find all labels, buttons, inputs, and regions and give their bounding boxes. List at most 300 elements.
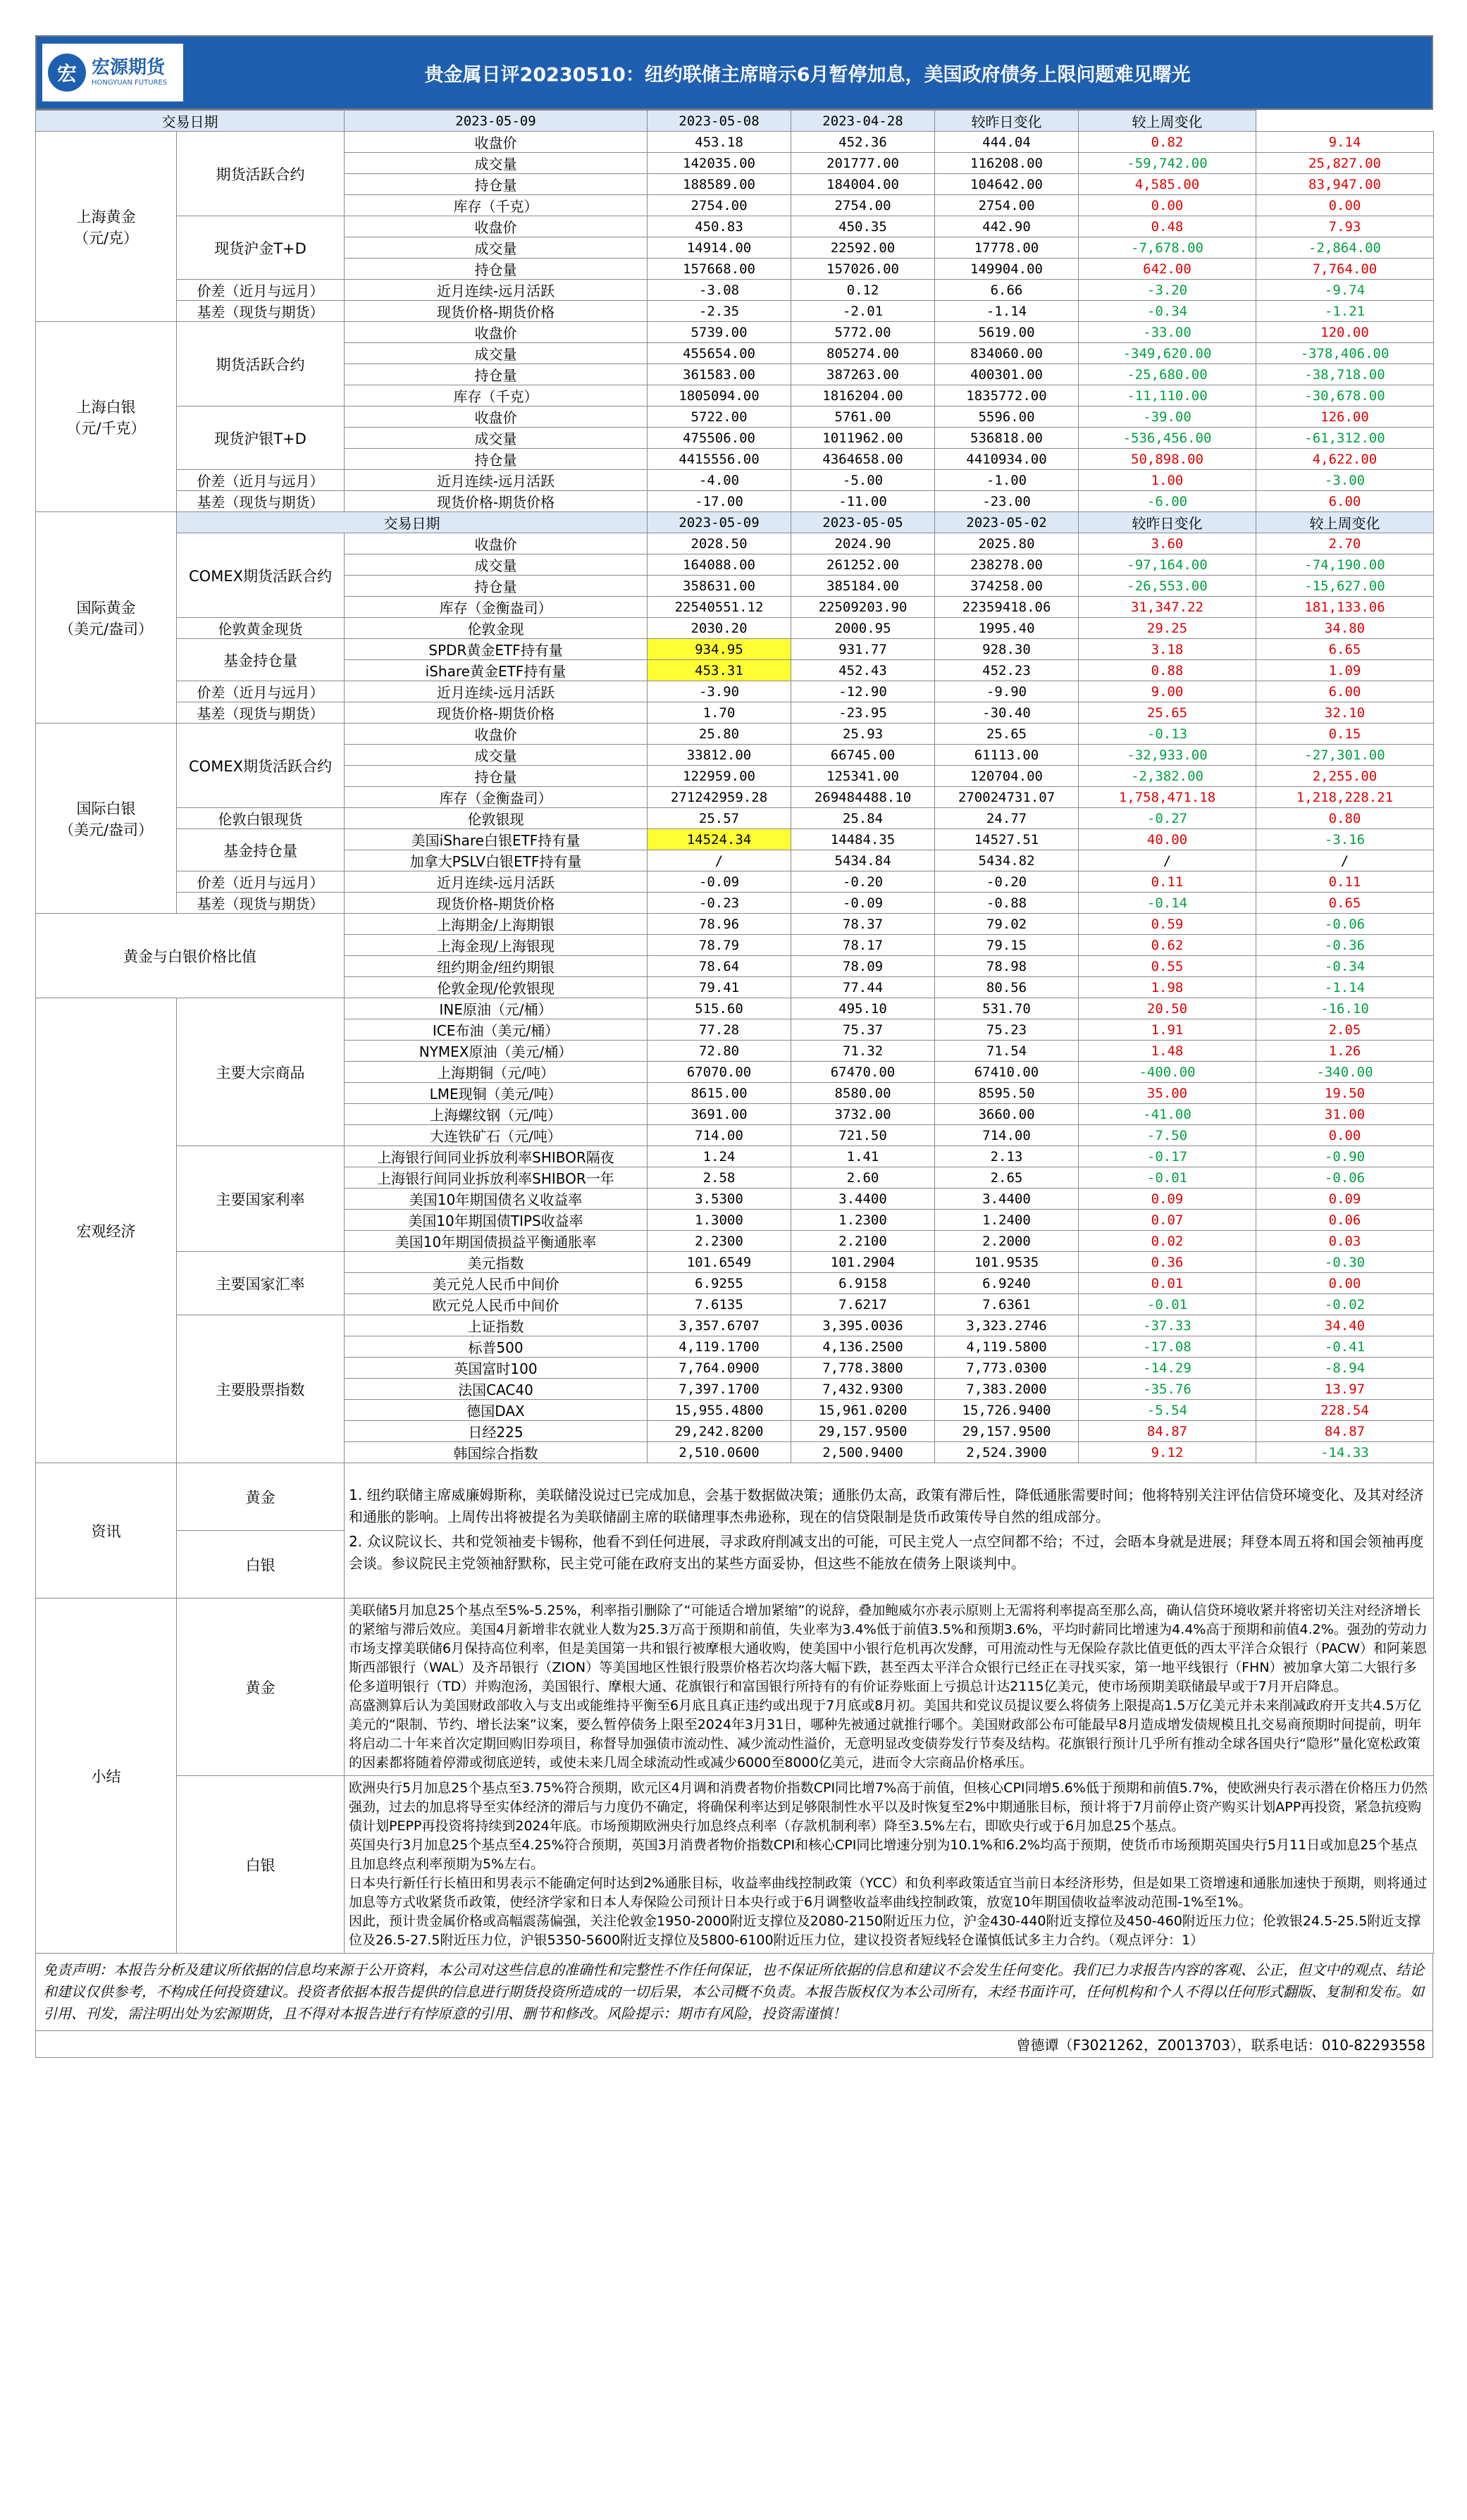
row-label: 日经225 [345, 1421, 648, 1442]
change-week: -16.10 [1256, 998, 1434, 1019]
row-label: 美国10年期国债损益平衡通胀率 [345, 1231, 648, 1252]
value-week: 928.30 [935, 639, 1079, 660]
group-label: 小结 [36, 1599, 177, 1954]
change-day: -0.14 [1079, 893, 1256, 914]
value-current: 453.18 [648, 132, 791, 153]
value-prev: -5.00 [791, 470, 935, 491]
change-week: 0.11 [1256, 871, 1434, 893]
report-header [35, 35, 1433, 110]
change-week: 32.10 [1256, 702, 1434, 724]
header-change-week: 较上周变化 [1079, 111, 1256, 132]
value-prev: 452.36 [791, 132, 935, 153]
value-prev: 452.43 [791, 660, 935, 681]
change-day: -0.01 [1079, 1294, 1256, 1315]
info-row [36, 1463, 1434, 1531]
change-day: -0.13 [1079, 724, 1256, 745]
change-week: -14.33 [1256, 1442, 1434, 1463]
row-label: 美国10年期国债名义收益率 [345, 1188, 648, 1210]
header-date-label: 交易日期 [36, 111, 345, 132]
value-current: 361583.00 [648, 364, 791, 385]
value-prev: 78.17 [791, 935, 935, 956]
value-prev: 450.35 [791, 216, 935, 237]
report-title: 贵金属日评20230510：纽约联储主席暗示6月暂停加息，美国政府债务上限问题难见曙光 [424, 63, 1191, 86]
subgroup-label: 伦敦黄金现货 [177, 618, 345, 639]
value-week: 374258.00 [935, 576, 1079, 597]
value-current: 188589.00 [648, 174, 791, 195]
value-prev: 125341.00 [791, 766, 935, 787]
change-day: 9.00 [1079, 681, 1256, 702]
value-week: 5619.00 [935, 322, 1079, 343]
change-day: -41.00 [1079, 1104, 1256, 1125]
subgroup-label: 基金持仓量 [177, 829, 345, 871]
data-table [35, 110, 1434, 1954]
value-prev: 5772.00 [791, 322, 935, 343]
logo-icon: 宏 [48, 54, 86, 92]
change-week: 6.00 [1256, 491, 1434, 512]
change-week: -0.36 [1256, 935, 1434, 956]
intl-silver-row [36, 893, 1434, 914]
value-week: 15,726.9400 [935, 1400, 1079, 1421]
header-date-label: 交易日期 [177, 512, 648, 533]
change-week: 31.00 [1256, 1104, 1434, 1125]
row-label: 纽约期金/纽约期银 [345, 956, 648, 977]
change-week: 84.87 [1256, 1421, 1434, 1442]
subgroup-label: 主要国家利率 [177, 1146, 345, 1252]
change-day: -17.08 [1079, 1336, 1256, 1358]
row-label: 上海银行间同业拆放利率SHIBOR隔夜 [345, 1146, 648, 1167]
change-week: / [1256, 850, 1434, 871]
change-day: -7,678.00 [1079, 237, 1256, 259]
value-current: 455654.00 [648, 343, 791, 364]
value-prev: -12.90 [791, 681, 935, 702]
value-week: 3,323.2746 [935, 1315, 1079, 1336]
analyst-contact: 曾德谭（F3021262，Z0013703），联系电话：010-82293558 [35, 2031, 1433, 2058]
value-prev: 805274.00 [791, 343, 935, 364]
value-week: 120704.00 [935, 766, 1079, 787]
value-prev: 78.09 [791, 956, 935, 977]
change-week: 2.70 [1256, 533, 1434, 554]
value-week: 531.70 [935, 998, 1079, 1019]
change-week: -9.74 [1256, 280, 1434, 301]
macro-row [36, 1315, 1434, 1336]
value-week: 6.9240 [935, 1273, 1079, 1294]
row-label: 持仓量 [345, 259, 648, 280]
row-label: 欧元兑人民币中间价 [345, 1294, 648, 1315]
change-day: -0.01 [1079, 1167, 1256, 1188]
value-prev: 22509203.90 [791, 597, 935, 618]
row-label: SPDR黄金ETF持有量 [345, 639, 648, 660]
value-current: 8615.00 [648, 1083, 791, 1104]
row-label: 上海期铜（元/吨） [345, 1062, 648, 1083]
subgroup-label: 黄金 [177, 1463, 345, 1531]
change-day: -35.76 [1079, 1379, 1256, 1400]
value-week: 1995.40 [935, 618, 1079, 639]
change-day: -7.50 [1079, 1125, 1256, 1146]
row-label: 库存（金衡盎司） [345, 787, 648, 808]
subgroup-label: 主要股票指数 [177, 1315, 345, 1463]
value-prev: 495.10 [791, 998, 935, 1019]
change-week: 0.09 [1256, 1188, 1434, 1210]
group-label: 黄金与白银价格比值 [36, 914, 345, 998]
change-week: 228.54 [1256, 1400, 1434, 1421]
value-current: 3,357.6707 [648, 1315, 791, 1336]
change-day: 50,898.00 [1079, 449, 1256, 470]
change-day: 0.02 [1079, 1231, 1256, 1252]
value-current: 1.3000 [648, 1210, 791, 1231]
change-day: 20.50 [1079, 998, 1256, 1019]
row-label: 持仓量 [345, 364, 648, 385]
change-week: 0.65 [1256, 893, 1434, 914]
value-week: 79.02 [935, 914, 1079, 935]
header-change-day: 较昨日变化 [935, 111, 1079, 132]
value-current: / [648, 850, 791, 871]
value-week: 5434.82 [935, 850, 1079, 871]
change-day: -33.00 [1079, 322, 1256, 343]
value-week: 67410.00 [935, 1062, 1079, 1083]
value-current: 33812.00 [648, 745, 791, 766]
subgroup-label: 黄金 [177, 1599, 345, 1776]
row-label: LME现铜（美元/吨） [345, 1083, 648, 1104]
value-prev: 2754.00 [791, 195, 935, 216]
group-label: 宏观经济 [36, 998, 177, 1463]
value-current: 14524.34 [648, 829, 791, 850]
change-day: -32,933.00 [1079, 745, 1256, 766]
value-current: -0.23 [648, 893, 791, 914]
change-week: -38,718.00 [1256, 364, 1434, 385]
value-week: 104642.00 [935, 174, 1079, 195]
change-day: -0.17 [1079, 1146, 1256, 1167]
change-week: -0.02 [1256, 1294, 1434, 1315]
row-label: 美元指数 [345, 1252, 648, 1273]
header-date-1: 2023-05-09 [648, 512, 791, 533]
ratio-row [36, 914, 1434, 935]
value-week: 8595.50 [935, 1083, 1079, 1104]
macro-row [36, 1146, 1434, 1167]
change-week: -340.00 [1256, 1062, 1434, 1083]
value-current: 101.6549 [648, 1252, 791, 1273]
change-week: 9.14 [1256, 132, 1434, 153]
subgroup-label: 基差（现货与期货） [177, 893, 345, 914]
group-label: 上海黄金 （元/克） [36, 132, 177, 322]
change-week: -15,627.00 [1256, 576, 1434, 597]
intl-gold-row [36, 533, 1434, 554]
value-prev: 3.4400 [791, 1188, 935, 1210]
value-current: 5739.00 [648, 322, 791, 343]
subgroup-label: 现货沪金T+D [177, 216, 345, 280]
value-week: 149904.00 [935, 259, 1079, 280]
row-label: 持仓量 [345, 766, 648, 787]
change-week: -3.00 [1256, 470, 1434, 491]
change-day: 0.55 [1079, 956, 1256, 977]
value-current: 4,119.1700 [648, 1336, 791, 1358]
summary-text-silver: 欧洲央行5月加息25个基点至3.75%符合预期，欧元区4月调和消费者物价指数CPI同比增7%高于前值，但核心CPI同增5.6%低于预期和前值5.7%，使欧洲央行表示潜在价格压力仍然强劲，过去的加息将导至实体经济的滞后与力度仍不确定，将确保利率达到足够限制性水平以及时恢复至2%中期通胀目标，预计将于7月前停止资产购买计划APP再投资，紧急抗疫购债计划PEPP再投资将持续到2024年底。市场预期欧洲央行加息终点利率（存款机制利率）降至3.5%左右，即欧央行或于6月加息25个基点。 英国央行3月加息25个基点至4.25%符合预期，英国3月消费者物价指数CPI和核心CPI同比增速分别为10.1%和6.2%均高于预期，使货币市场预期英国央行5月11日或加息25个基点且加息终点利率预期为5%左右。 日本央行新任行长植田和男表示不能确定何时达到2%通胀目标，收益率曲线控制政策（YCC）和负利率政策适宜当前日本经济形势，但是如果工资增速和通胀加速快于预期，则将通过加息等方式收紧货币政策，使经济学家和日本人寿保险公司预计日本央行或于6月调整收益率曲线控制政策，放宽10年期国债收益率波动范围-1%至1%。 因此，预计贵金属价格或高幅震荡偏强，关注伦敦金1950-2000附近支撑位及2080-2150附近压力位，沪金430-440附近支撑位及450-460附近压力位；伦敦银24.5-25.5附近支撑位及26.5-27.5附近压力位，沪银5350-5600附近支撑位及5800-6100附近压力位，建议投资者短线轻仓谨慎低试多主力合约。（观点评分：1） [345, 1776, 1434, 1954]
value-prev: 1816204.00 [791, 385, 935, 406]
change-week: -0.06 [1256, 1167, 1434, 1188]
change-day: 0.62 [1079, 935, 1256, 956]
change-day: -400.00 [1079, 1062, 1256, 1083]
change-week: 181,133.06 [1256, 597, 1434, 618]
change-day: 1.91 [1079, 1019, 1256, 1041]
value-prev: 7.6217 [791, 1294, 935, 1315]
group-label: 国际白银 （美元/盎司） [36, 724, 177, 914]
subgroup-label: COMEX期货活跃合约 [177, 724, 345, 808]
logo-name-cn: 宏源期货 [92, 57, 166, 78]
value-week: 71.54 [935, 1041, 1079, 1062]
change-week: 83,947.00 [1256, 174, 1434, 195]
value-current: 2030.20 [648, 618, 791, 639]
group-label: 上海白银 （元/千克） [36, 322, 177, 512]
change-week: 13.97 [1256, 1379, 1434, 1400]
value-prev: 2024.90 [791, 533, 935, 554]
row-label: 上证指数 [345, 1315, 648, 1336]
value-prev: 6.9158 [791, 1273, 935, 1294]
subgroup-label: 主要大宗商品 [177, 998, 345, 1146]
row-label: 收盘价 [345, 406, 648, 428]
row-label: 库存（千克） [345, 385, 648, 406]
change-week: 2,255.00 [1256, 766, 1434, 787]
value-current: 22540551.12 [648, 597, 791, 618]
value-week: 238278.00 [935, 554, 1079, 576]
subgroup-label: 期货活跃合约 [177, 322, 345, 406]
value-week: -1.14 [935, 301, 1079, 322]
subgroup-label: 价差（近月与远月） [177, 280, 345, 301]
row-label: iShare黄金ETF持有量 [345, 660, 648, 681]
value-prev: 5761.00 [791, 406, 935, 428]
change-day: 0.11 [1079, 871, 1256, 893]
value-prev: 2.60 [791, 1167, 935, 1188]
change-day: -2,382.00 [1079, 766, 1256, 787]
info-text [345, 1463, 1434, 1599]
value-week: 4410934.00 [935, 449, 1079, 470]
change-week: -378,406.00 [1256, 343, 1434, 364]
value-week: 7,383.2000 [935, 1379, 1079, 1400]
value-current: 25.57 [648, 808, 791, 829]
row-label: 近月连续-远月活跃 [345, 470, 648, 491]
value-prev: 101.2904 [791, 1252, 935, 1273]
value-current: 7,764.0900 [648, 1358, 791, 1379]
change-day: 0.09 [1079, 1188, 1256, 1210]
row-label: 收盘价 [345, 132, 648, 153]
row-label: 美元兑人民币中间价 [345, 1273, 648, 1294]
row-label: NYMEX原油（美元/桶） [345, 1041, 648, 1062]
value-week: 7.6361 [935, 1294, 1079, 1315]
value-current: 3.5300 [648, 1188, 791, 1210]
value-week: -9.90 [935, 681, 1079, 702]
sh-gold-row [36, 216, 1434, 237]
change-day: 0.36 [1079, 1252, 1256, 1273]
value-prev: 78.37 [791, 914, 935, 935]
change-day: -3.20 [1079, 280, 1256, 301]
row-label: 上海螺纹钢（元/吨） [345, 1104, 648, 1125]
value-prev: 1.2300 [791, 1210, 935, 1231]
header-date-2: 2023-05-08 [648, 111, 791, 132]
change-week: 34.40 [1256, 1315, 1434, 1336]
value-current: 2754.00 [648, 195, 791, 216]
value-week: 22359418.06 [935, 597, 1079, 618]
value-prev: -11.00 [791, 491, 935, 512]
row-label: 成交量 [345, 153, 648, 174]
value-current: 67070.00 [648, 1062, 791, 1083]
value-prev: 66745.00 [791, 745, 935, 766]
value-prev: 157026.00 [791, 259, 935, 280]
value-week: 2.65 [935, 1167, 1079, 1188]
change-week: 7.93 [1256, 216, 1434, 237]
change-day: 0.82 [1079, 132, 1256, 153]
change-week: 6.65 [1256, 639, 1434, 660]
value-current: 142035.00 [648, 153, 791, 174]
disclaimer: 免责声明：本报告分析及建议所依据的信息均来源于公开资料，本公司对这些信息的准确性和完整性不作任何保证，也不保证所依据的信息和建议不会发生任何变化。我们已力求报告内容的客观、公正，但文中的观点、结论和建议仅供参考，不构成任何投资建议。投资者依据本报告提供的信息进行期货投资所造成的一切后果，本公司概不负责。本报告版权仅为本公司所有，未经书面许可，任何机构和个人不得以任何形式翻版、复制和发布。如引用、刊发，需注明出处为宏源期货，且不得对本报告进行有悖原意的引用、删节和修改。风险提示：期市有风险，投资需谨慎！ [35, 1954, 1433, 2031]
change-day: 35.00 [1079, 1083, 1256, 1104]
change-week: -30,678.00 [1256, 385, 1434, 406]
sh-silver-row [36, 470, 1434, 491]
table-header-row [36, 111, 1434, 132]
value-current: 2.2300 [648, 1231, 791, 1252]
value-current: 78.96 [648, 914, 791, 935]
value-week: 834060.00 [935, 343, 1079, 364]
change-day: -14.29 [1079, 1358, 1256, 1379]
change-day: 0.07 [1079, 1210, 1256, 1231]
info-item: 2. 众议院议长、共和党领袖麦卡锡称，他看不到任何进展，寻求政府削减支出的可能，可民主党人一点空间都不给；不过，会晤本身就是进展；拜登本周五将和国会领袖再度会谈。参议院民主党领袖舒默称，民主党可能在政府支出的某些方面妥协，但这些不能放在债务上限谈判中。 [349, 1532, 1424, 1572]
change-week: 0.03 [1256, 1231, 1434, 1252]
change-week: 34.80 [1256, 618, 1434, 639]
change-week: -0.90 [1256, 1146, 1434, 1167]
row-label: 库存（金衡盎司） [345, 597, 648, 618]
value-current: -3.90 [648, 681, 791, 702]
value-current: 72.80 [648, 1041, 791, 1062]
info-item: 1. 纽约联储主席威廉姆斯称，美联储没说过已完成加息，会基于数据做决策；通胀仍太高，政策有滞后性，降低通胀需要时间；他将特别关注评估信贷环境变化、及其对经济和通胀的影响。上周传出将被提名为美联储副主席的联储理事杰弗逊称，现在的信贷限制是货币政策传导自然的组成部分。 [349, 1486, 1424, 1525]
change-day: -349,620.00 [1079, 343, 1256, 364]
value-prev: 5434.84 [791, 850, 935, 871]
row-label: 收盘价 [345, 724, 648, 745]
change-day: 84.87 [1079, 1421, 1256, 1442]
value-week: 61113.00 [935, 745, 1079, 766]
value-current: 515.60 [648, 998, 791, 1019]
row-label: 美国10年期国债TIPS收益率 [345, 1210, 648, 1231]
change-day: -0.34 [1079, 301, 1256, 322]
change-day: 1.48 [1079, 1041, 1256, 1062]
value-current: 3691.00 [648, 1104, 791, 1125]
change-day: 25.65 [1079, 702, 1256, 724]
value-week: 2025.80 [935, 533, 1079, 554]
value-current: -4.00 [648, 470, 791, 491]
value-prev: 721.50 [791, 1125, 935, 1146]
row-label: 加拿大PSLV白银ETF持有量 [345, 850, 648, 871]
intl-gold-row [36, 681, 1434, 702]
intl-silver-row [36, 871, 1434, 893]
value-prev: 71.32 [791, 1041, 935, 1062]
value-week: 3660.00 [935, 1104, 1079, 1125]
value-week: 2.13 [935, 1146, 1079, 1167]
table-header-row [36, 512, 1434, 533]
row-label: 上海银行间同业拆放利率SHIBOR一年 [345, 1167, 648, 1188]
change-day: -536,456.00 [1079, 428, 1256, 449]
value-week: 400301.00 [935, 364, 1079, 385]
value-current: -3.08 [648, 280, 791, 301]
value-week: 714.00 [935, 1125, 1079, 1146]
value-week: 25.65 [935, 724, 1079, 745]
change-day: 0.59 [1079, 914, 1256, 935]
intl-silver-row [36, 724, 1434, 745]
value-week: 442.90 [935, 216, 1079, 237]
logo-name-en: HONGYUAN FUTURES [92, 79, 168, 87]
value-week: 24.77 [935, 808, 1079, 829]
row-label: 成交量 [345, 343, 648, 364]
value-prev: 3,395.0036 [791, 1315, 935, 1336]
change-week: 1.09 [1256, 660, 1434, 681]
change-week: -61,312.00 [1256, 428, 1434, 449]
row-label: INE原油（元/桶） [345, 998, 648, 1019]
value-prev: 4364658.00 [791, 449, 935, 470]
change-day: -5.54 [1079, 1400, 1256, 1421]
value-current: 6.9255 [648, 1273, 791, 1294]
header-date-1: 2023-05-09 [345, 111, 648, 132]
change-day: 1.98 [1079, 977, 1256, 998]
value-current: 77.28 [648, 1019, 791, 1041]
change-day: 0.01 [1079, 1273, 1256, 1294]
value-current: 5722.00 [648, 406, 791, 428]
intl-gold-row [36, 702, 1434, 724]
value-current: 1.70 [648, 702, 791, 724]
change-week: 1,218,228.21 [1256, 787, 1434, 808]
value-prev: 184004.00 [791, 174, 935, 195]
value-current: 358631.00 [648, 576, 791, 597]
change-week: 4,622.00 [1256, 449, 1434, 470]
value-current: 2028.50 [648, 533, 791, 554]
row-label: 收盘价 [345, 533, 648, 554]
value-week: -30.40 [935, 702, 1079, 724]
value-prev: 75.37 [791, 1019, 935, 1041]
change-week: 0.06 [1256, 1210, 1434, 1231]
value-prev: 8580.00 [791, 1083, 935, 1104]
change-day: 0.88 [1079, 660, 1256, 681]
change-week: 126.00 [1256, 406, 1434, 428]
summary-row [36, 1599, 1434, 1776]
value-week: 270024731.07 [935, 787, 1079, 808]
row-label: 伦敦金现/伦敦银现 [345, 977, 648, 998]
value-week: 78.98 [935, 956, 1079, 977]
value-current: 7.6135 [648, 1294, 791, 1315]
value-current: 14914.00 [648, 237, 791, 259]
row-label: 法国CAC40 [345, 1379, 648, 1400]
value-current: 7,397.1700 [648, 1379, 791, 1400]
change-day: 4,585.00 [1079, 174, 1256, 195]
summary-row [36, 1776, 1434, 1954]
value-prev: 2,500.9400 [791, 1442, 935, 1463]
subgroup-label: 现货沪银T+D [177, 406, 345, 470]
value-prev: 22592.00 [791, 237, 935, 259]
change-week: -3.16 [1256, 829, 1434, 850]
change-day: -26,553.00 [1079, 576, 1256, 597]
value-current: 78.64 [648, 956, 791, 977]
intl-gold-row [36, 639, 1434, 660]
value-prev: 2.2100 [791, 1231, 935, 1252]
macro-row [36, 998, 1434, 1019]
row-label: 现货价格-期货价格 [345, 491, 648, 512]
value-current: 29,242.8200 [648, 1421, 791, 1442]
value-prev: 261252.00 [791, 554, 935, 576]
value-prev: 3732.00 [791, 1104, 935, 1125]
value-prev: 67470.00 [791, 1062, 935, 1083]
value-current: 934.95 [648, 639, 791, 660]
value-week: 75.23 [935, 1019, 1079, 1041]
value-current: 1.24 [648, 1146, 791, 1167]
value-week: 444.04 [935, 132, 1079, 153]
change-week: -1.21 [1256, 301, 1434, 322]
value-prev: 29,157.9500 [791, 1421, 935, 1442]
sh-gold-row [36, 132, 1434, 153]
change-day: -25,680.00 [1079, 364, 1256, 385]
change-week: 0.80 [1256, 808, 1434, 829]
